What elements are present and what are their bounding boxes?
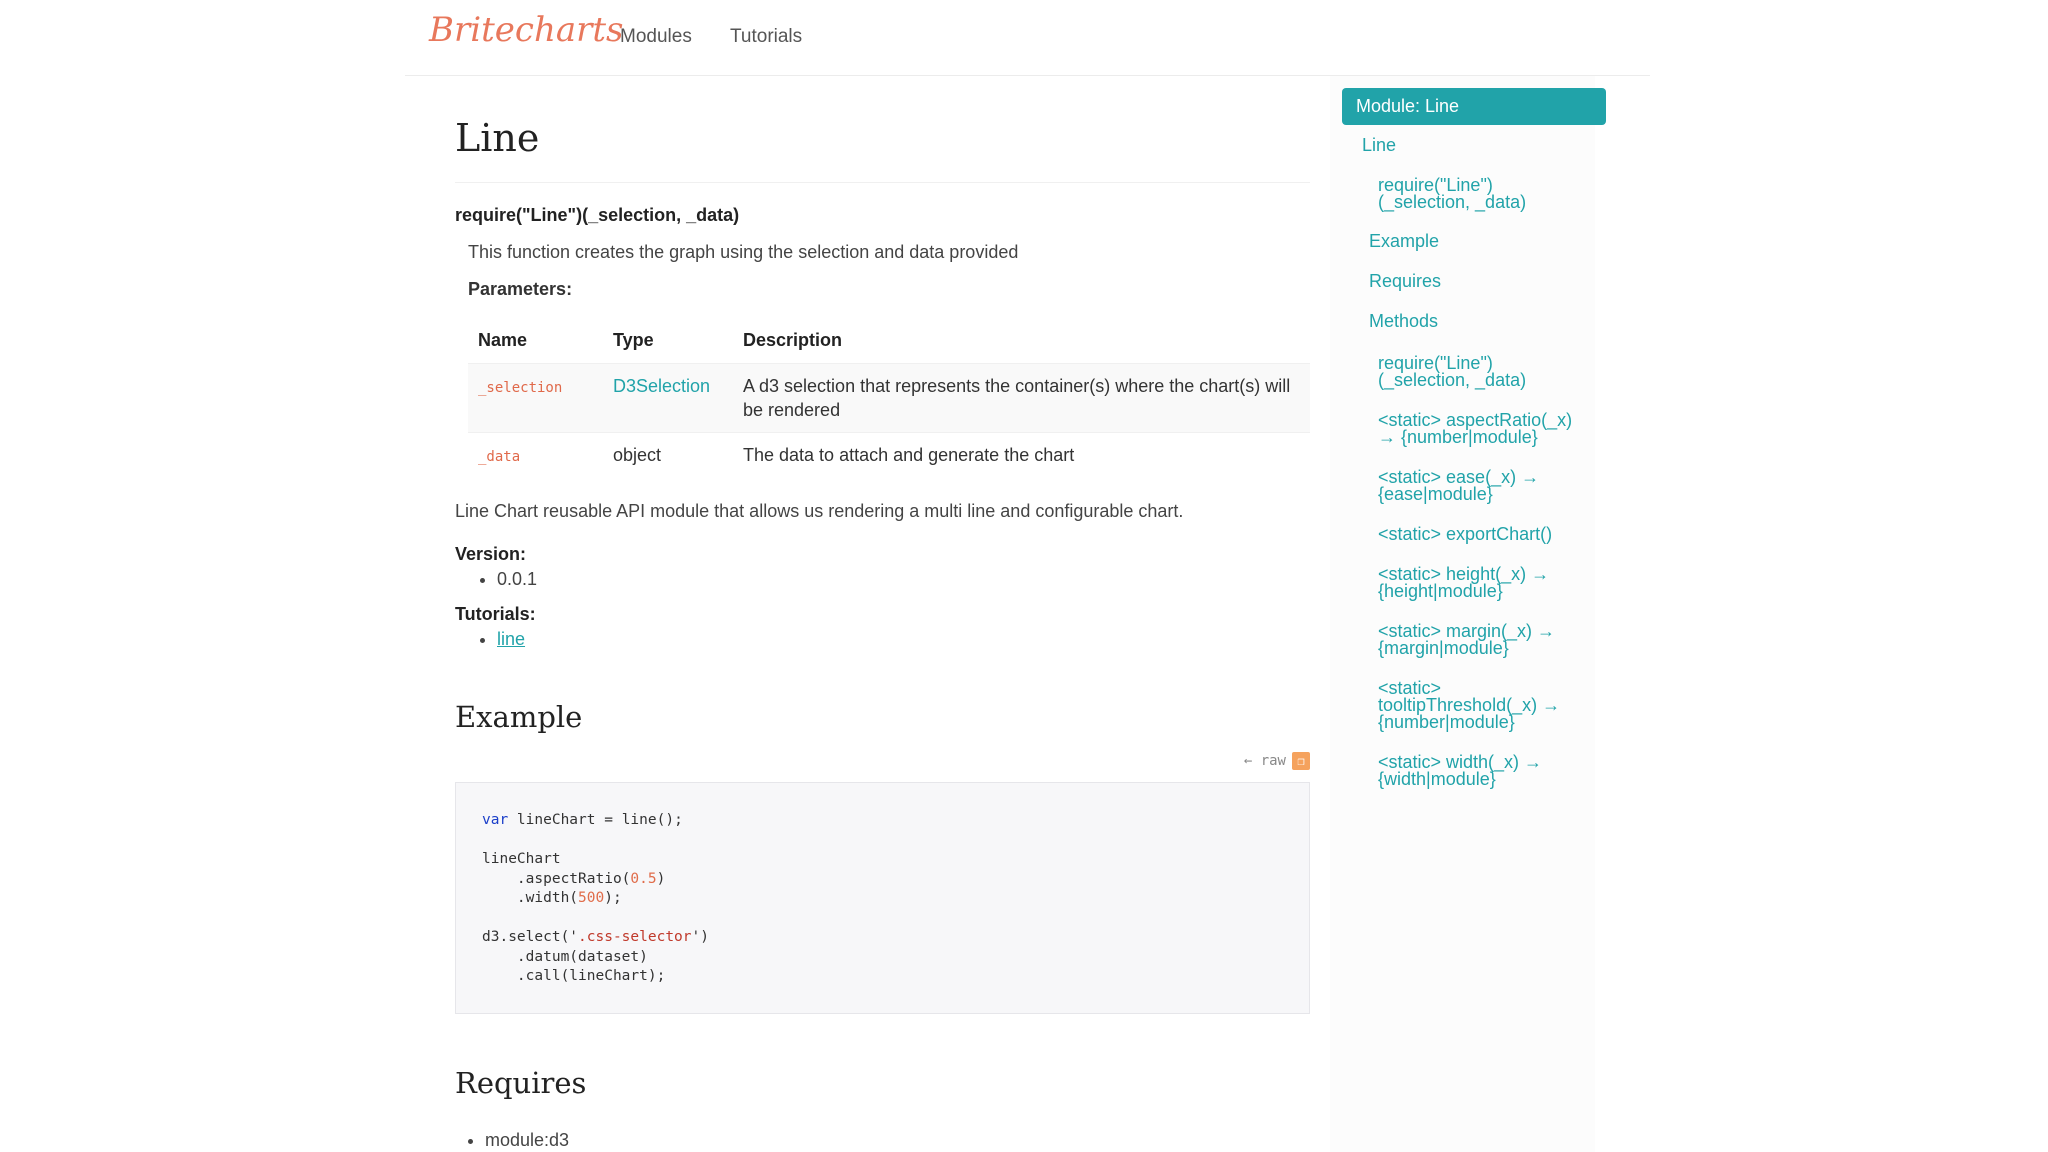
toc-sidebar [1330, 76, 1595, 1152]
param-type: object [603, 433, 733, 480]
toc-item-label-cont: (_selection, _data) [1378, 192, 1527, 212]
code-text: ); [604, 890, 622, 906]
toc-item-method-height[interactable] [1378, 566, 1549, 600]
toc-item-method-margin[interactable] [1378, 623, 1555, 657]
main-content [455, 76, 1310, 1151]
param-name: _selection [478, 380, 563, 396]
toc-item-label-cont: tooltipThreshold(_x) → [1378, 695, 1561, 715]
toc-item-method-ease[interactable] [1378, 469, 1539, 503]
list-item [497, 629, 1310, 650]
code-text: .aspectRatio( [482, 870, 631, 887]
brand-logo[interactable]: Britecharts [429, 10, 624, 50]
toc-item-label: Example [1369, 231, 1440, 251]
toc-item-label: Methods [1369, 311, 1439, 331]
column-header-description: Description [743, 330, 843, 350]
tutorials-label: Tutorials: [455, 604, 536, 624]
tutorial-link-line[interactable]: line [497, 629, 526, 649]
code-text: ) [656, 870, 666, 887]
toc-item-method-tooltipthreshold[interactable] [1378, 680, 1560, 731]
toc-item-label: <static> aspectRatio(_x) [1378, 410, 1573, 430]
toc-item-label: <static> margin(_x) → [1378, 621, 1556, 641]
toc-item-method-width[interactable] [1378, 754, 1542, 788]
toc-item-label-cont: → {number|module} [1378, 427, 1538, 447]
toc-item-example[interactable] [1369, 233, 1439, 250]
toc-item-label: require("Line") [1378, 175, 1493, 195]
code-number: 0.5 [630, 870, 657, 887]
nav-link-tutorials[interactable]: Tutorials [730, 26, 803, 47]
toc-item-label-cont: {margin|module} [1378, 638, 1509, 658]
parameters-table [468, 320, 1310, 479]
param-description: The data to attach and generate the chart [733, 433, 1310, 480]
toc-item-label: <static> exportChart() [1378, 524, 1553, 544]
version-label: Version: [455, 544, 527, 564]
function-description: This function creates the graph using the selection and data provided [468, 242, 1019, 262]
version-list [455, 569, 1310, 590]
toc-item-method-constructor[interactable] [1378, 355, 1526, 389]
code-text: ') [691, 929, 709, 945]
code-text: lineChart [482, 851, 561, 867]
parameters-label: Parameters: [468, 279, 573, 299]
toc-item-line[interactable] [1362, 137, 1396, 154]
module-description: Line Chart reusable API module that allows us rendering a multi line and configurable chart. [455, 501, 1184, 521]
requires-item: • module:d3 [485, 1130, 1310, 1151]
code-text: .call(lineChart); [482, 968, 666, 984]
copy-icon[interactable]: ❐ [1292, 752, 1310, 770]
toc-item-label: <static> [1378, 678, 1442, 698]
toc-item-constructor[interactable] [1378, 177, 1526, 211]
toc-item-label: <static> width(_x) → [1378, 752, 1543, 772]
toc-item-label-cont: {width|module} [1378, 769, 1496, 789]
code-text: .width( [482, 890, 579, 906]
requires-list [455, 1130, 1310, 1151]
toc-item-label-cont: (_selection, _data) [1378, 370, 1527, 390]
example-heading: Example [455, 700, 583, 734]
raw-link[interactable]: ← raw [1243, 753, 1286, 769]
toc-item-label: Line [1362, 135, 1397, 155]
toc-item-label: <static> ease(_x) → [1378, 467, 1540, 487]
code-string: .css-selector [578, 929, 692, 945]
toc-item-label: <static> height(_x) → [1378, 564, 1550, 584]
code-text: .datum(dataset) [482, 948, 648, 965]
toc-item-methods[interactable] [1369, 313, 1438, 330]
code-keyword: var [482, 812, 509, 828]
column-header-name: Name [478, 330, 528, 350]
param-name: _data [478, 449, 521, 465]
nav-link-modules[interactable]: Modules [620, 26, 692, 47]
table-header-row [468, 320, 1310, 364]
page-title: Line [455, 116, 1310, 183]
code-text: d3.select(' [482, 929, 579, 945]
param-type-cell [603, 364, 733, 433]
function-signature: require("Line")(_selection, _data) [455, 205, 740, 225]
column-header-type: Type [613, 330, 654, 350]
toc-header[interactable]: Module: Line [1342, 88, 1606, 125]
toc-item-label: require("Line") [1378, 353, 1493, 373]
param-name-cell [468, 433, 603, 480]
code-example [455, 782, 1310, 1014]
code-number: 500 [578, 890, 605, 906]
code-toolbar [455, 752, 1310, 772]
param-type-link[interactable]: D3Selection [613, 376, 711, 396]
toc-item-method-exportchart[interactable] [1378, 526, 1552, 543]
param-description: A d3 selection that represents the container(s) where the chart(s) will be rendered [733, 364, 1310, 433]
toc-item-requires[interactable] [1369, 273, 1441, 290]
version-value: • 0.0.1 [497, 569, 1310, 590]
top-navbar [405, 0, 1650, 76]
toc-item-label-cont: {number|module} [1378, 712, 1515, 732]
toc-item-label-cont: {ease|module} [1378, 484, 1493, 504]
table-row [468, 433, 1310, 480]
table-row [468, 364, 1310, 433]
toc-item-label: Requires [1369, 271, 1442, 291]
toc-item-label-cont: {height|module} [1378, 581, 1503, 601]
param-name-cell [468, 364, 603, 433]
code-text: lineChart = line(); [508, 812, 683, 828]
requires-heading: Requires [455, 1066, 587, 1100]
tutorials-list [455, 629, 1310, 650]
toc-item-method-aspectratio[interactable] [1378, 412, 1572, 446]
